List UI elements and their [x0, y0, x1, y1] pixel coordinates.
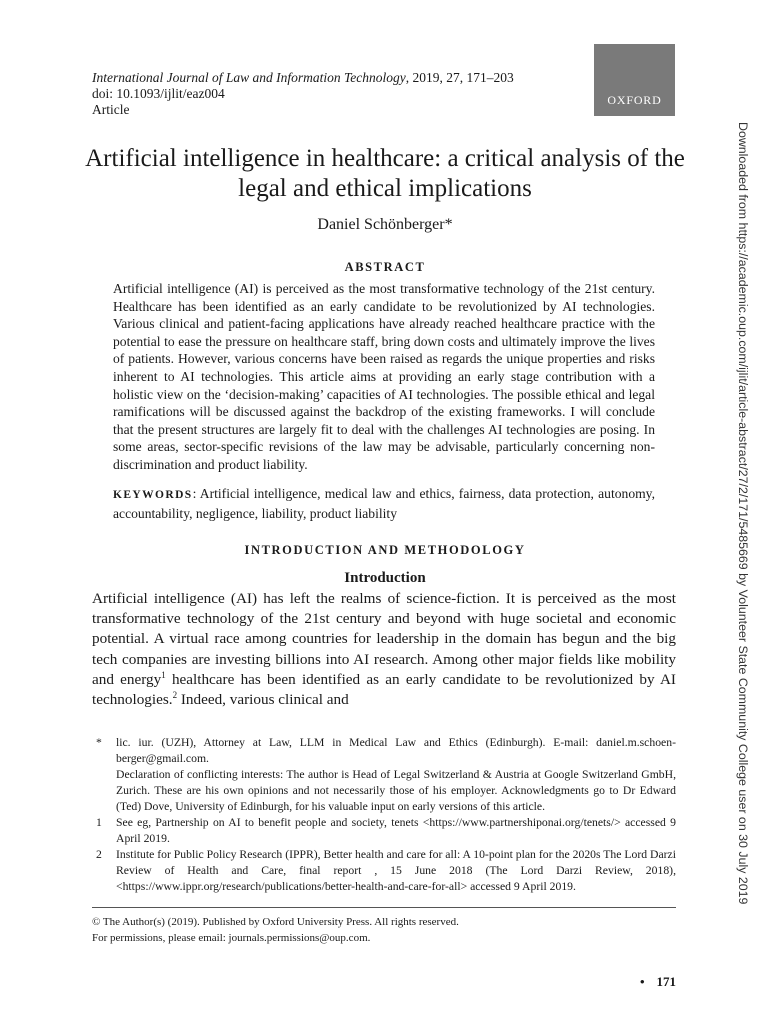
footnote-mark: 2: [96, 848, 102, 861]
footnote-text: See eg, Partnership on AI to benefit people and society, tenets <https://www.partnershiponai.org/tenets/> accessed 9 April 2019.: [116, 816, 676, 845]
footnote-text: lic. iur. (UZH), Attorney at Law, LLM in Medical Law and Ethics (Edinburgh). E-mail: daniel.m.schoenberger@gmail.com.: [116, 736, 676, 765]
abstract-heading: ABSTRACT: [344, 260, 426, 274]
footnote-extra-text: Declaration of conflicting interests: The author is Head of Legal Switzerland & Austria at Google Switzerland GmbH, Zurich. These are his own opinions and not necessarily those of his employer. Acknowledgments go to Dr Edward (Ted) Dove, University of Edinburgh, for his valuable input on early versions of this article.: [116, 768, 676, 813]
footer-divider: [92, 907, 676, 908]
journal-name: International Journal of Law and Information Technology: [92, 70, 406, 85]
publisher-name: OXFORD: [607, 93, 662, 107]
journal-volume-pages: , 2019, 27, 171–203: [405, 70, 514, 85]
copyright-line: © The Author(s) (2019). Published by Oxford University Press. All rights reserved.: [92, 916, 459, 928]
introduction-text-1: Artificial intelligence (AI) has left the realms of science-fiction. It is perceived as the most transformative technology of the 21st century and beyond with huge societal and economic potential. A virtual race among countries for leadership in the domain has begun and the big tech companies are investing billions into AI research. Among other major fields like mobility and energy: [92, 590, 676, 688]
introduction-paragraph: [92, 589, 676, 710]
subsection-heading: Introduction: [344, 570, 426, 586]
author-name: Daniel Schönberger*: [317, 216, 453, 233]
publisher-logo: [594, 44, 675, 116]
article-title: Artificial intelligence in healthcare: a critical analysis of the legal and ethical implications: [85, 145, 685, 202]
journal-info: [92, 70, 572, 118]
abstract-text: Artificial intelligence (AI) is perceived as the most transformative technology of the 21st century. Healthcare has been identified as an early candidate to be revolutionized by AI technologies. Various clinical and patient-facing applications have already reached healthcare practice with the potential to ease the pressure on healthcare staff, bring down costs and ultimately improve the lives of patients. However, various concerns have been raised as regards the unique properties and risks inherent to AI technologies. This article aims at providing an early stage contribution with a holistic view on the ‘decision-making’ capacities of AI technologies. The possible ethical and legal ramifications will be discussed against the backdrop of the existing frameworks. I will conclude that the present structures are largely fit to deal with the challenges AI technologies are posing. In some areas, sector-specific revisions of the law may be advisable, particularly concerning non-discrimination and product liability.: [113, 281, 655, 472]
keywords-text: : Artificial intelligence, medical law and ethics, fairness, data protection, autonomy, accountability, negligence, liability, product liability: [113, 486, 655, 521]
article-type: Article: [92, 102, 130, 117]
footnote-ref-1[interactable]: 1: [161, 669, 166, 680]
footnote-author: [92, 735, 676, 815]
footnote-1: [92, 815, 676, 847]
footnotes: [92, 735, 676, 895]
keywords: [113, 485, 655, 522]
footnote-mark: *: [96, 736, 102, 749]
doi: doi: 10.1093/ijlit/eaz004: [92, 86, 225, 101]
keywords-label: KEYWORDS: [113, 489, 193, 501]
download-side-note-text: Downloaded from https://academic.oup.com/ijlit/article-abstract/27/2/171/5485669 by Volunteer State Community College user on 30 July 2019: [736, 122, 750, 905]
page-number-value: 171: [656, 974, 676, 989]
section-heading: INTRODUCTION AND METHODOLOGY: [244, 543, 526, 557]
footnote-ref-2[interactable]: 2: [172, 689, 178, 700]
journal-citation: [92, 70, 572, 86]
footnote-text: Institute for Public Policy Research (IPPR), Better health and care for all: A 10-point plan for the 2020s The Lord Darzi Review of Health and Care, final report , 15 June 2018 (The Lord Darzi Review, 2018), <https://www.ippr.org/research/publications/better-health-and-care-for-all> accessed 9 April 2019.: [116, 848, 676, 893]
introduction-text-3: Indeed, various clinical and: [177, 691, 349, 709]
footnote-2: [92, 847, 676, 895]
footnote-mark: 1: [96, 816, 102, 829]
permissions-line: For permissions, please email: journals.permissions@oup.com.: [92, 932, 371, 944]
page-number: [630, 974, 676, 990]
copyright-notice: [92, 914, 676, 946]
introduction-text-2: healthcare has been identified as an early candidate to be revolutionized by AI technologies.: [92, 670, 676, 709]
bullet-icon: •: [639, 974, 645, 989]
